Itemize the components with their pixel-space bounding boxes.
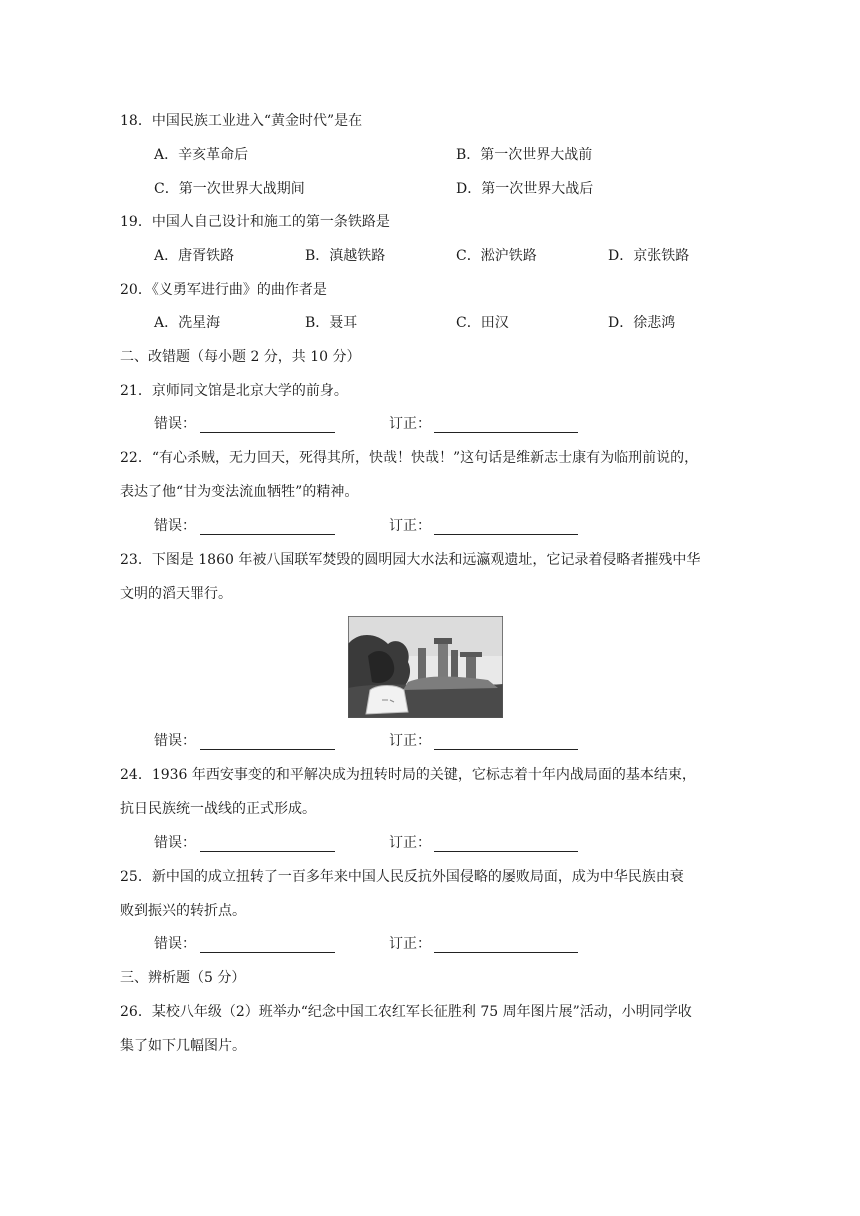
yuanmingyuan-ruins-photo	[348, 616, 503, 718]
question-22-line-1: 22．“有心杀贼，无力回天，死得其所，快哉！快哉！”这句话是维新志士康有为临刑前说的，	[120, 450, 699, 466]
q22-error-label: 错误：	[154, 518, 196, 534]
section-3-title: 三、辨析题（5 分）	[120, 970, 246, 986]
q19-option-a: A．唐胥铁路	[154, 248, 235, 264]
q20-option-c: C．田汉	[456, 315, 509, 331]
q19-option-c: C．淞沪铁路	[456, 248, 537, 264]
question-25-line-1: 25．新中国的成立扭转了一百多年来中国人民反抗外国侵略的屡败局面，成为中华民族由衰	[120, 869, 684, 885]
q24-correct-blank[interactable]	[434, 851, 578, 852]
q24-error-label: 错误：	[154, 835, 196, 851]
q18-option-c: C．第一次世界大战期间	[154, 181, 305, 197]
q18-option-b: B．第一次世界大战前	[456, 147, 593, 163]
question-26-line-2: 集了如下几幅图片。	[120, 1038, 246, 1054]
q21-correct-label: 订正：	[389, 416, 431, 432]
q20-option-d: D．徐悲鸿	[608, 315, 676, 331]
q20-option-b: B．聂耳	[305, 315, 358, 331]
question-18-stem: 18．中国民族工业进入“黄金时代”是在	[120, 113, 363, 129]
q24-correct-label: 订正：	[389, 835, 431, 851]
q22-error-blank[interactable]	[200, 534, 335, 535]
q23-correct-blank[interactable]	[434, 749, 578, 750]
q19-option-b: B．滇越铁路	[305, 248, 386, 264]
question-22-line-2: 表达了他“甘为变法流血牺牲”的精神。	[120, 484, 359, 500]
question-25-line-2: 败到振兴的转折点。	[120, 903, 246, 919]
q25-error-label: 错误：	[154, 936, 196, 952]
q25-correct-blank[interactable]	[434, 952, 578, 953]
q24-error-blank[interactable]	[200, 851, 335, 852]
q18-option-a: A．辛亥革命后	[154, 147, 249, 163]
question-23-line-1: 23．下图是 1860 年被八国联军焚毁的圆明园大水法和远瀛观遗址，它记录着侵略者摧残中华	[120, 552, 701, 568]
question-24-line-1: 24．1936 年西安事变的和平解决成为扭转时局的关键，它标志着十年内战局面的基本结束，	[120, 767, 696, 783]
q19-option-d: D．京张铁路	[608, 248, 690, 264]
question-26-line-1: 26．某校八年级（2）班举办“纪念中国工农红军长征胜利 75 周年图片展”活动，小明同学收	[120, 1004, 692, 1020]
q25-correct-label: 订正：	[389, 936, 431, 952]
question-24-line-2: 抗日民族统一战线的正式形成。	[120, 801, 316, 817]
q18-option-d: D．第一次世界大战后	[456, 181, 594, 197]
q23-error-label: 错误：	[154, 733, 196, 749]
question-19-stem: 19．中国人自己设计和施工的第一条铁路是	[120, 214, 390, 230]
q20-option-a: A．冼星海	[154, 315, 221, 331]
question-23-line-2: 文明的滔天罪行。	[120, 586, 232, 602]
q21-error-blank[interactable]	[200, 432, 335, 433]
q23-correct-label: 订正：	[389, 733, 431, 749]
q22-correct-blank[interactable]	[434, 534, 578, 535]
question-21-stem: 21．京师同文馆是北京大学的前身。	[120, 383, 348, 399]
q21-correct-blank[interactable]	[434, 432, 578, 433]
q22-correct-label: 订正：	[389, 518, 431, 534]
section-2-title: 二、改错题（每小题 2 分，共 10 分）	[120, 349, 361, 365]
q21-error-label: 错误：	[154, 416, 196, 432]
q25-error-blank[interactable]	[200, 952, 335, 953]
question-20-stem: 20．《义勇军进行曲》的曲作者是	[120, 282, 327, 298]
q23-error-blank[interactable]	[200, 749, 335, 750]
